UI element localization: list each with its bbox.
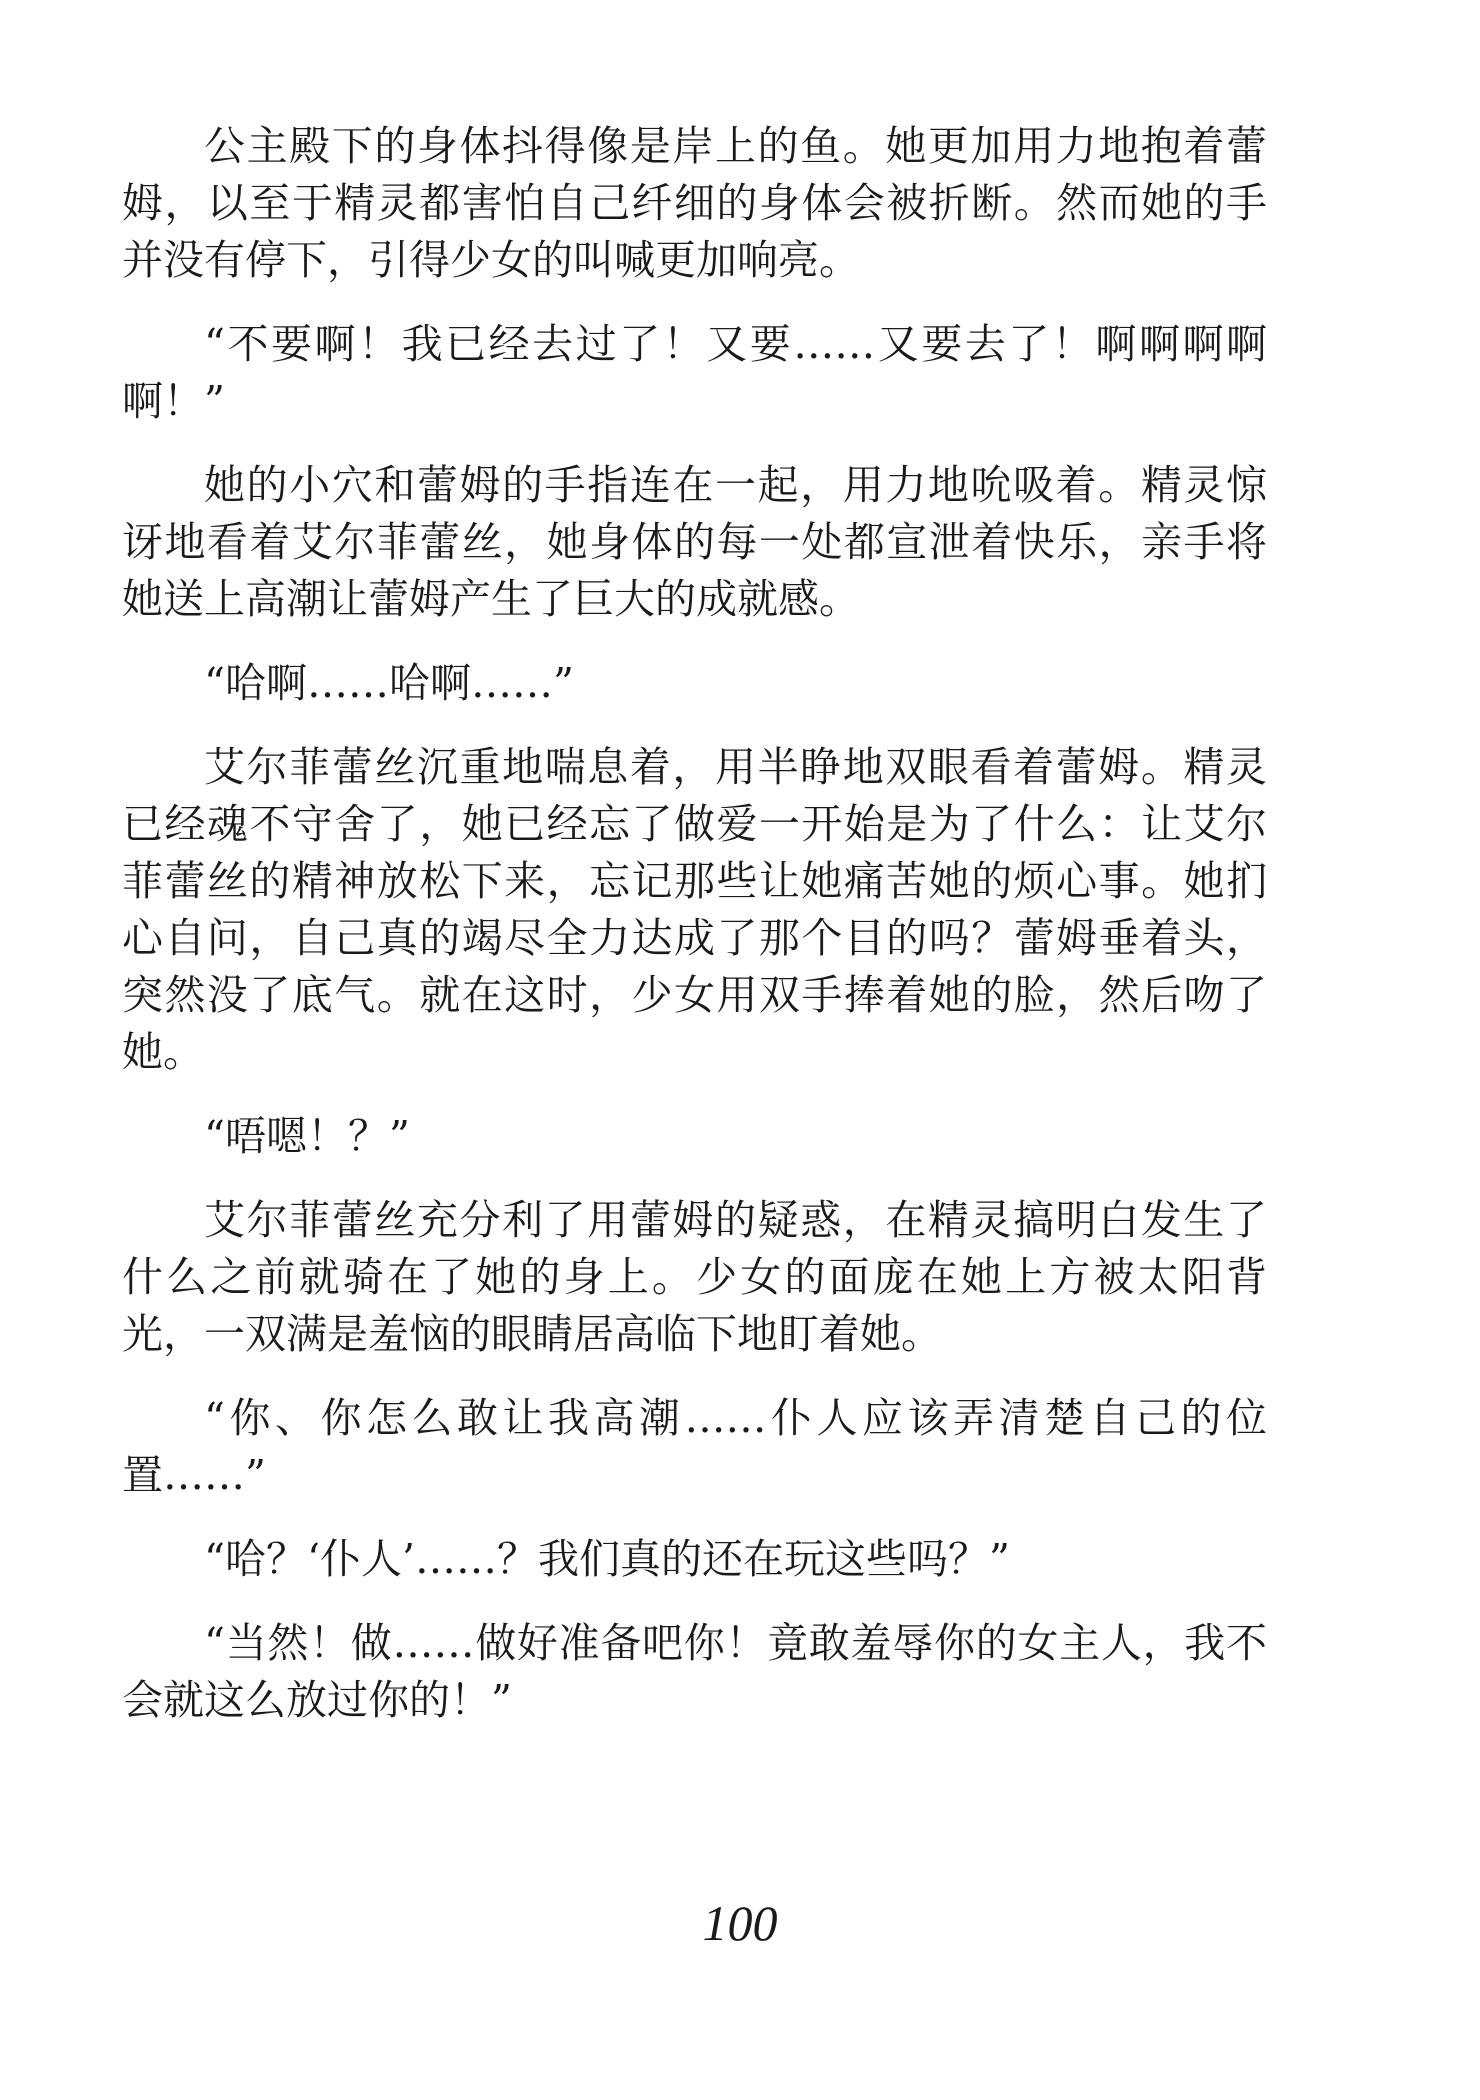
paragraph-1: 公主殿下的身体抖得像是岸上的鱼。她更加用力地抱着蕾姆，以至于精灵都害怕自己纤细的身体会被折断。然而她的手并没有停下，引得少女的叫喊更加响亮。 [122,122,1267,284]
paragraph-8: “你、你怎么敢让我高潮……仆人应该弄清楚自己的位置……” [122,1394,1267,1499]
paragraph-4: “哈啊……哈啊……” [204,659,574,707]
paragraph-2: “不要啊！我已经去过了！又要……又要去了！啊啊啊啊啊！” [122,320,1267,425]
page-number: 100 [702,1895,778,1951]
body-text [122,118,1267,1729]
paragraph-5: 艾尔菲蕾丝沉重地喘息着，用半睁地双眼看着蕾姆。精灵已经魂不守舍了，她已经忘了做爱一开始是为了什么：让艾尔菲蕾丝的精神放松下来，忘记那些让她痛苦她的烦心事。她扪心自问，自己真的竭尽全力达成了那个目的吗？蕾姆垂着头，突然没了底气。就在这时，少女用双手捧着她的脸，然后吻了她。 [122,743,1267,1076]
paragraph-6: “唔嗯！？” [204,1112,410,1160]
paragraph-7: 艾尔菲蕾丝充分利了用蕾姆的疑惑，在精灵搞明白发生了什么之前就骑在了她的身上。少女的面庞在她上方被太阳背光，一双满是羞恼的眼睛居高临下地盯着她。 [122,1196,1267,1358]
paragraph-10: “当然！做……做好准备吧你！竟敢羞辱你的女主人，我不会就这么放过你的！” [122,1619,1267,1724]
paragraph-3: 她的小穴和蕾姆的手指连在一起，用力地吮吸着。精灵惊讶地看着艾尔菲蕾丝，她身体的每一处都宣泄着快乐，亲手将她送上高潮让蕾姆产生了巨大的成就感。 [122,461,1267,623]
paragraph-9: “哈？‘仆人’……？我们真的还在玩这些吗？” [204,1535,1010,1583]
